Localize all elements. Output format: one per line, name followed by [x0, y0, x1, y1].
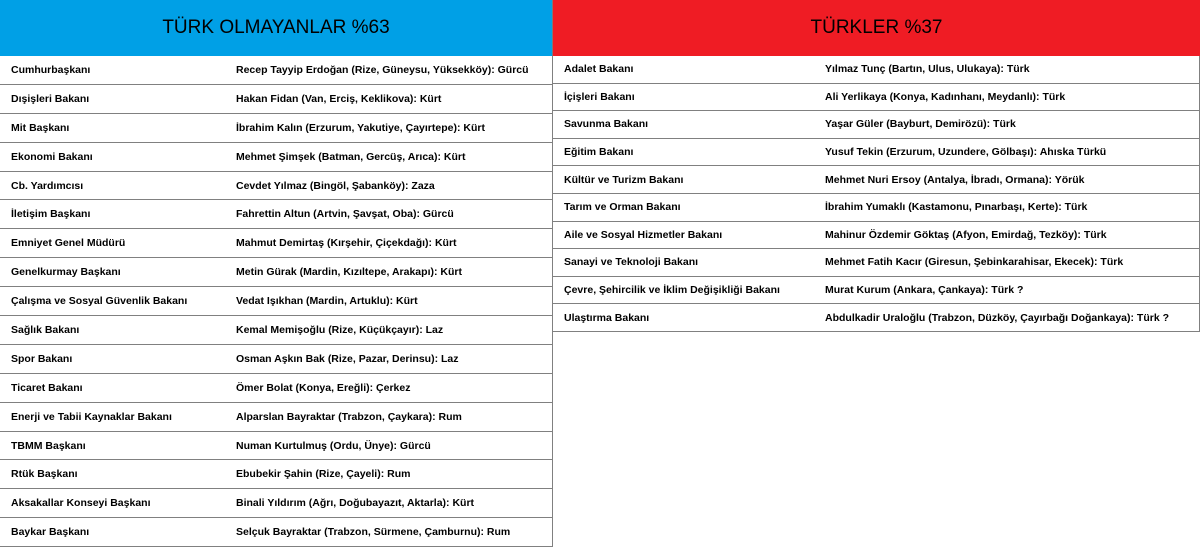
table-row — [0, 85, 553, 114]
role-cell: Tarım ve Orman Bakanı — [564, 201, 681, 214]
person-cell: Selçuk Bayraktar (Trabzon, Sürmene, Çamburnu): Rum — [236, 526, 511, 539]
person-cell: Osman Aşkın Bak (Rize, Pazar, Derinsu): Laz — [236, 352, 459, 365]
table-row — [0, 316, 553, 345]
person-cell: Ömer Bolat (Konya, Ereğli): Çerkez — [236, 381, 411, 394]
role-cell: Aile ve Sosyal Hizmetler Bakanı — [564, 228, 723, 241]
table-row — [0, 56, 553, 85]
non-turkish-panel — [0, 0, 553, 538]
role-cell: TBMM Başkanı — [11, 439, 86, 452]
role-cell: Aksakallar Konseyi Başkanı — [11, 497, 151, 510]
person-cell: İbrahim Kalın (Erzurum, Yakutiye, Çayırtepe): Kürt — [236, 121, 485, 134]
person-cell: Recep Tayyip Erdoğan (Rize, Güneysu, Yüksekköy): Gürcü — [236, 63, 529, 76]
person-cell: Metin Gürak (Mardin, Kızıltepe, Arakapı): Kürt — [236, 266, 462, 279]
role-cell: Adalet Bakanı — [564, 63, 634, 76]
person-cell: Ali Yerlikaya (Konya, Kadınhanı, Meydanlı): Türk — [825, 90, 1066, 103]
table-row — [553, 84, 1199, 112]
role-cell: Eğitim Bakanı — [564, 146, 634, 159]
role-cell: Ticaret Bakanı — [11, 381, 83, 394]
turkish-header — [553, 0, 1200, 56]
role-cell: Enerji ve Tabii Kaynaklar Bakanı — [11, 410, 172, 423]
person-cell: Mehmet Fatih Kacır (Giresun, Şebinkarahisar, Ekecek): Türk — [825, 256, 1124, 269]
person-cell: Mahmut Demirtaş (Kırşehir, Çiçekdağı): Kürt — [236, 237, 457, 250]
person-cell: Mehmet Nuri Ersoy (Antalya, İbradı, Ormana): Yörük — [825, 173, 1085, 186]
role-cell: Sanayi ve Teknoloji Bakanı — [564, 256, 699, 269]
table-row — [553, 56, 1199, 84]
table-row — [0, 403, 553, 432]
role-cell: İçişleri Bakanı — [564, 90, 635, 103]
person-cell: Yaşar Güler (Bayburt, Demirözü): Türk — [825, 118, 1016, 131]
table-row — [0, 460, 553, 489]
table-row — [553, 166, 1199, 194]
role-cell: Kültür ve Turizm Bakanı — [564, 173, 684, 186]
person-cell: Mehmet Şimşek (Batman, Gercüş, Arıca): Kürt — [236, 150, 466, 163]
person-cell: Yusuf Tekin (Erzurum, Uzundere, Gölbaşı): Ahıska Türkü — [825, 146, 1107, 159]
table-row — [0, 200, 553, 229]
role-cell: Çevre, Şehircilik ve İklim Değişikliği Bakanı — [564, 284, 780, 297]
table-row — [0, 229, 553, 258]
person-cell: Cevdet Yılmaz (Bingöl, Şabanköy): Zaza — [236, 179, 435, 192]
table-row — [553, 194, 1199, 222]
person-cell: Kemal Memişoğlu (Rize, Küçükçayır): Laz — [236, 323, 444, 336]
role-cell: İletişim Başkanı — [11, 208, 91, 221]
table-row — [0, 432, 553, 461]
role-cell: Dışişleri Bakanı — [11, 92, 90, 105]
person-cell: Alparslan Bayraktar (Trabzon, Çaykara): Rum — [236, 410, 462, 423]
role-cell: Emniyet Genel Müdürü — [11, 237, 126, 250]
role-cell: Sağlık Bakanı — [11, 323, 80, 336]
person-cell: Hakan Fidan (Van, Erciş, Keklikova): Kürt — [236, 92, 442, 105]
table-row — [553, 222, 1199, 250]
role-cell: Genelkurmay Başkanı — [11, 266, 121, 279]
person-cell: Numan Kurtulmuş (Ordu, Ünye): Gürcü — [236, 439, 431, 452]
person-cell: Vedat Işıkhan (Mardin, Artuklu): Kürt — [236, 295, 418, 308]
table-row — [553, 277, 1199, 305]
role-cell: Ekonomi Bakanı — [11, 150, 93, 163]
person-cell: Abdulkadir Uraloğlu (Trabzon, Düzköy, Çayırbağı Doğankaya): Türk ? — [825, 311, 1170, 324]
table-row — [553, 111, 1199, 139]
table-row — [0, 374, 553, 403]
table-row — [0, 114, 553, 143]
role-cell: Ulaştırma Bakanı — [564, 311, 650, 324]
table-row — [553, 139, 1199, 167]
table-row — [0, 258, 553, 287]
person-cell: Fahrettin Altun (Artvin, Şavşat, Oba): Gürcü — [236, 208, 454, 221]
table-row — [0, 172, 553, 201]
table-row — [0, 345, 553, 374]
table-row — [553, 249, 1199, 277]
table-row — [0, 489, 553, 518]
table-row — [553, 304, 1199, 332]
role-cell: Rtük Başkanı — [11, 468, 78, 481]
role-cell: Çalışma ve Sosyal Güvenlik Bakanı — [11, 295, 188, 308]
turkish-panel — [553, 0, 1200, 538]
turkish-title: TÜRKLER %37 — [810, 17, 943, 38]
non-turkish-header — [0, 0, 553, 56]
non-turkish-rows — [0, 56, 553, 547]
role-cell: Mit Başkanı — [11, 121, 70, 134]
role-cell: Savunma Bakanı — [564, 118, 649, 131]
person-cell: Mahinur Özdemir Göktaş (Afyon, Emirdağ, Tezköy): Türk — [825, 228, 1107, 241]
role-cell: Spor Bakanı — [11, 352, 73, 365]
table-row — [0, 518, 553, 547]
turkish-rows — [553, 56, 1200, 332]
non-turkish-title: TÜRK OLMAYANLAR %63 — [162, 17, 390, 38]
table-row — [0, 287, 553, 316]
person-cell: Yılmaz Tunç (Bartın, Ulus, Ulukaya): Türk — [825, 63, 1030, 76]
role-cell: Cumhurbaşkanı — [11, 63, 91, 76]
person-cell: Binali Yıldırım (Ağrı, Doğubayazıt, Aktarla): Kürt — [236, 497, 475, 510]
person-cell: Murat Kurum (Ankara, Çankaya): Türk ? — [825, 284, 1024, 297]
role-cell: Cb. Yardımcısı — [11, 179, 84, 192]
table-row — [0, 143, 553, 172]
person-cell: İbrahim Yumaklı (Kastamonu, Pınarbaşı, Kerte): Türk — [825, 201, 1088, 214]
person-cell: Ebubekir Şahin (Rize, Çayeli): Rum — [236, 468, 411, 481]
role-cell: Baykar Başkanı — [11, 526, 90, 539]
